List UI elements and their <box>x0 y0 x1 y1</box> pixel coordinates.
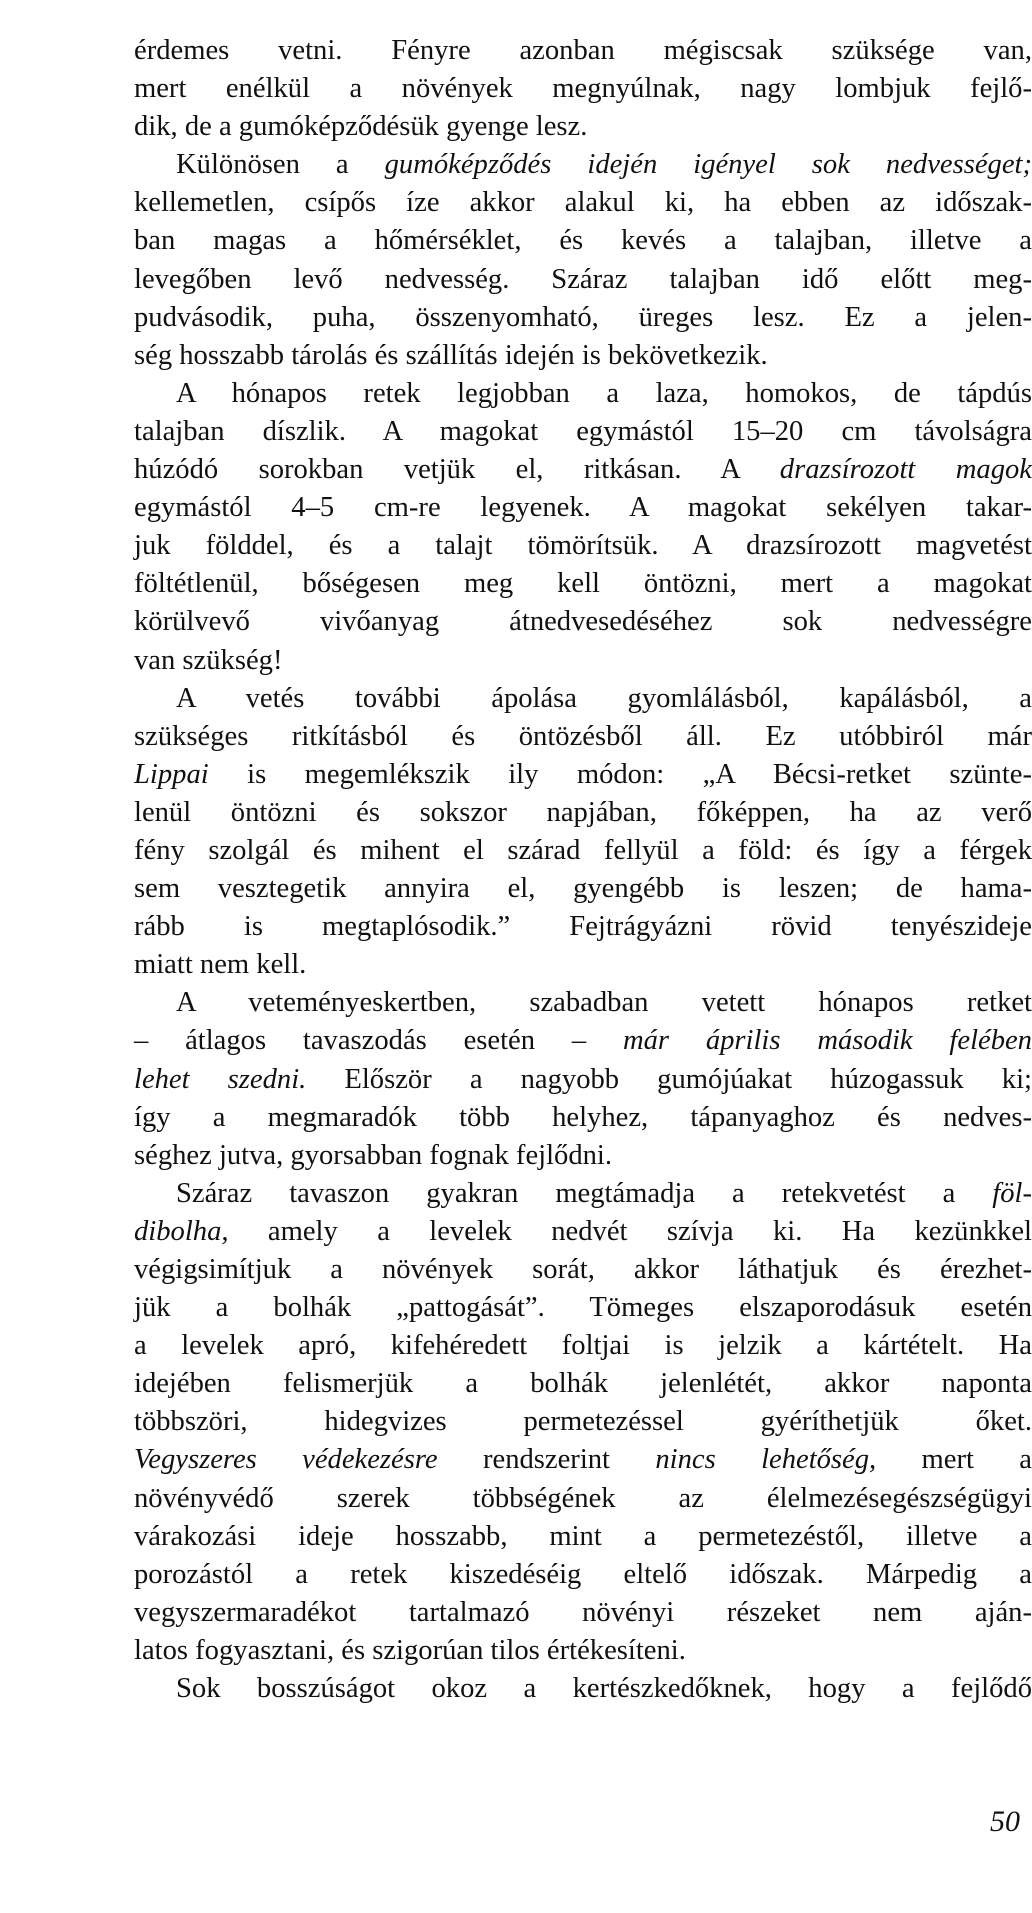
text-run: A hónapos retek legjobban a laza, homokos, de tápdús <box>176 377 1032 409</box>
text-line <box>134 908 1032 946</box>
text-run: ban magas a hőmérséklet, és kevés a talajban, illetve a <box>134 225 1032 257</box>
text-run: A vetés további ápolása gyomlálásból, kapálásból, a <box>176 682 1032 714</box>
text-run: rendszerint <box>437 1444 656 1476</box>
text-run: végigsimítjuk a növények sorát, akkor láthatjuk és érezhet- <box>134 1254 1032 1285</box>
text-run: mert enélkül a növények megnyúlnak, nagy lombjuk fejlő- <box>134 73 1032 105</box>
text-line <box>134 1137 1032 1175</box>
text-line <box>134 527 1032 565</box>
text-run: egymástól 4–5 cm-re legyenek. A magokat sekélyen takar- <box>134 492 1032 524</box>
text-run: Különösen a <box>176 149 385 181</box>
text-run: amely a levelek nedvét szívja ki. Ha kezünkkel <box>228 1215 1032 1247</box>
text-line <box>134 756 1032 794</box>
text-run: Először a nagyobb gumójúakat húzogassuk ki; <box>306 1063 1032 1095</box>
text-line <box>134 565 1032 603</box>
text-line <box>134 1518 1032 1556</box>
text-line <box>134 680 1032 718</box>
text-line <box>134 603 1032 641</box>
italic-run: lehet szedni. <box>134 1063 307 1095</box>
text-run: a levelek apró, kifehéredett foltjai is jelzik a kártételt. Ha <box>134 1330 1032 1362</box>
text-line <box>134 1441 1032 1479</box>
text-line <box>134 413 1032 451</box>
text-run: juk földdel, és a talajt tömörítsük. A drazsírozott magvetést <box>134 530 1032 562</box>
text-line <box>134 1099 1032 1137</box>
italic-run: drazsírozott magok <box>779 454 1032 486</box>
text-line <box>134 1213 1032 1251</box>
text-line <box>134 794 1032 832</box>
text-line <box>134 1022 1032 1060</box>
page-number: 50 <box>990 1805 1020 1838</box>
paragraph <box>134 32 1032 146</box>
italic-run: föl- <box>992 1177 1032 1209</box>
text-line <box>134 1594 1032 1632</box>
text-run: növényvédő szerek többségének az élelmezésegészségügyi <box>134 1482 1032 1514</box>
text-line <box>134 718 1032 756</box>
text-run: is megemlékszik ily módon: „A Bécsi-retket szünte- <box>208 758 1032 790</box>
text-run: rább is megtaplósodik.” Fejtrágyázni rövid tenyészideje <box>134 911 1032 943</box>
text-run: így a megmaradók több helyhez, tápanyaghoz és nedves- <box>134 1101 1032 1133</box>
text-line <box>134 32 1032 70</box>
text-run: dik, de a gumóképződésük gyenge lesz. <box>134 111 588 143</box>
text-line <box>134 642 1032 680</box>
text-run: lenül öntözni és sokszor napjában, főképpen, ha az verő <box>134 796 1032 828</box>
paragraph <box>134 984 1032 1174</box>
text-line <box>134 1061 1032 1099</box>
text-run: fény szolgál és mihent el szárad fellyül a föld: és így a férgek <box>134 834 1032 866</box>
text-line <box>134 1480 1032 1518</box>
text-line <box>134 222 1032 260</box>
text-line <box>134 70 1032 108</box>
text-line <box>134 1289 1032 1327</box>
text-run: föltétlenül, bőségesen meg kell öntözni, mert a magokat <box>134 568 1032 600</box>
text-run: ség hosszabb tárolás és szállítás idején is bekövetkezik. <box>134 339 768 371</box>
text-run: húzódó sorokban vetjük el, ritkásan. A <box>134 454 780 486</box>
text-run: miatt nem kell. <box>134 949 307 981</box>
text-line <box>134 184 1032 222</box>
text-line <box>134 299 1032 337</box>
italic-run: már április második felében <box>622 1025 1032 1057</box>
text-run: van szükség! <box>134 644 283 676</box>
body-text <box>134 32 1032 1708</box>
italic-run: nincs lehetőség, <box>655 1444 877 1476</box>
italic-run: gumóképződés idején igényel sok nedvességet; <box>384 149 1032 181</box>
text-line <box>134 1327 1032 1365</box>
paragraph <box>134 146 1032 375</box>
italic-run: dibolha, <box>134 1215 229 1247</box>
text-run: levegőben levő nedvesség. Száraz talajban idő előtt meg- <box>134 263 1032 295</box>
text-run: A veteményeskertben, szabadban vetett hónapos retket <box>176 987 1032 1019</box>
text-run: körülvevő vivőanyag átnedvesedéséhez sok nedvességre <box>134 606 1032 638</box>
text-line <box>134 1632 1032 1670</box>
text-run: érdemes vetni. Fényre azonban mégiscsak szüksége van, <box>134 35 1032 66</box>
paragraph <box>134 1670 1032 1708</box>
text-run: pudvásodik, puha, összenyomható, üreges lesz. Ez a jelen- <box>134 301 1032 333</box>
text-line <box>134 261 1032 299</box>
text-run: latos fogyasztani, és szigorúan tilos értékesíteni. <box>134 1634 686 1666</box>
text-run: szükséges ritkításból és öntözésből áll. Ez utóbbiról már <box>134 720 1032 752</box>
text-line <box>134 1175 1032 1213</box>
text-line <box>134 108 1032 146</box>
text-run: porozástól a retek kiszedéséig eltelő időszak. Márpedig a <box>134 1558 1032 1590</box>
text-run: kellemetlen, csípős íze akkor alakul ki, ha ebben az időszak- <box>134 187 1032 219</box>
text-line <box>134 832 1032 870</box>
text-line <box>134 1251 1032 1289</box>
italic-run: Lippai <box>134 758 209 790</box>
text-run: – átlagos tavaszodás esetén – <box>134 1025 623 1057</box>
text-run: séghez jutva, gyorsabban fognak fejlődni. <box>134 1139 613 1171</box>
text-run: idejében felismerjük a bolhák jelenlétét, akkor naponta <box>134 1368 1032 1400</box>
text-run: jük a bolhák „pattogását”. Tömeges elszaporodásuk esetén <box>134 1292 1032 1324</box>
text-line <box>134 146 1032 184</box>
text-line <box>134 489 1032 527</box>
paragraph <box>134 1175 1032 1670</box>
text-run: Sok bosszúságot okoz a kertészkedőknek, hogy a fejlődő <box>176 1673 1032 1705</box>
text-run: többszöri, hidegvizes permetezéssel gyéríthetjük őket. <box>134 1406 1032 1438</box>
text-line <box>134 1556 1032 1594</box>
text-line <box>134 870 1032 908</box>
italic-run: Vegyszeres védekezésre <box>134 1444 438 1476</box>
paragraph <box>134 375 1032 680</box>
paragraph <box>134 680 1032 985</box>
text-line <box>134 337 1032 375</box>
text-line <box>134 1403 1032 1441</box>
text-line <box>134 375 1032 413</box>
text-run: mert a <box>876 1444 1032 1476</box>
text-run: sem vesztegetik annyira el, gyengébb is leszen; de hama- <box>134 873 1032 905</box>
text-line <box>134 984 1032 1022</box>
text-line <box>134 1365 1032 1403</box>
text-run: várakozási ideje hosszabb, mint a permetezéstől, illetve a <box>134 1520 1032 1552</box>
text-run: vegyszermaradékot tartalmazó növényi részeket nem aján- <box>134 1596 1032 1628</box>
text-line <box>134 1670 1032 1708</box>
text-line <box>134 946 1032 984</box>
text-line <box>134 451 1032 489</box>
text-run: talajban díszlik. A magokat egymástól 15–20 cm távolságra <box>134 415 1032 447</box>
text-run: Száraz tavaszon gyakran megtámadja a retekvetést a <box>176 1177 993 1209</box>
